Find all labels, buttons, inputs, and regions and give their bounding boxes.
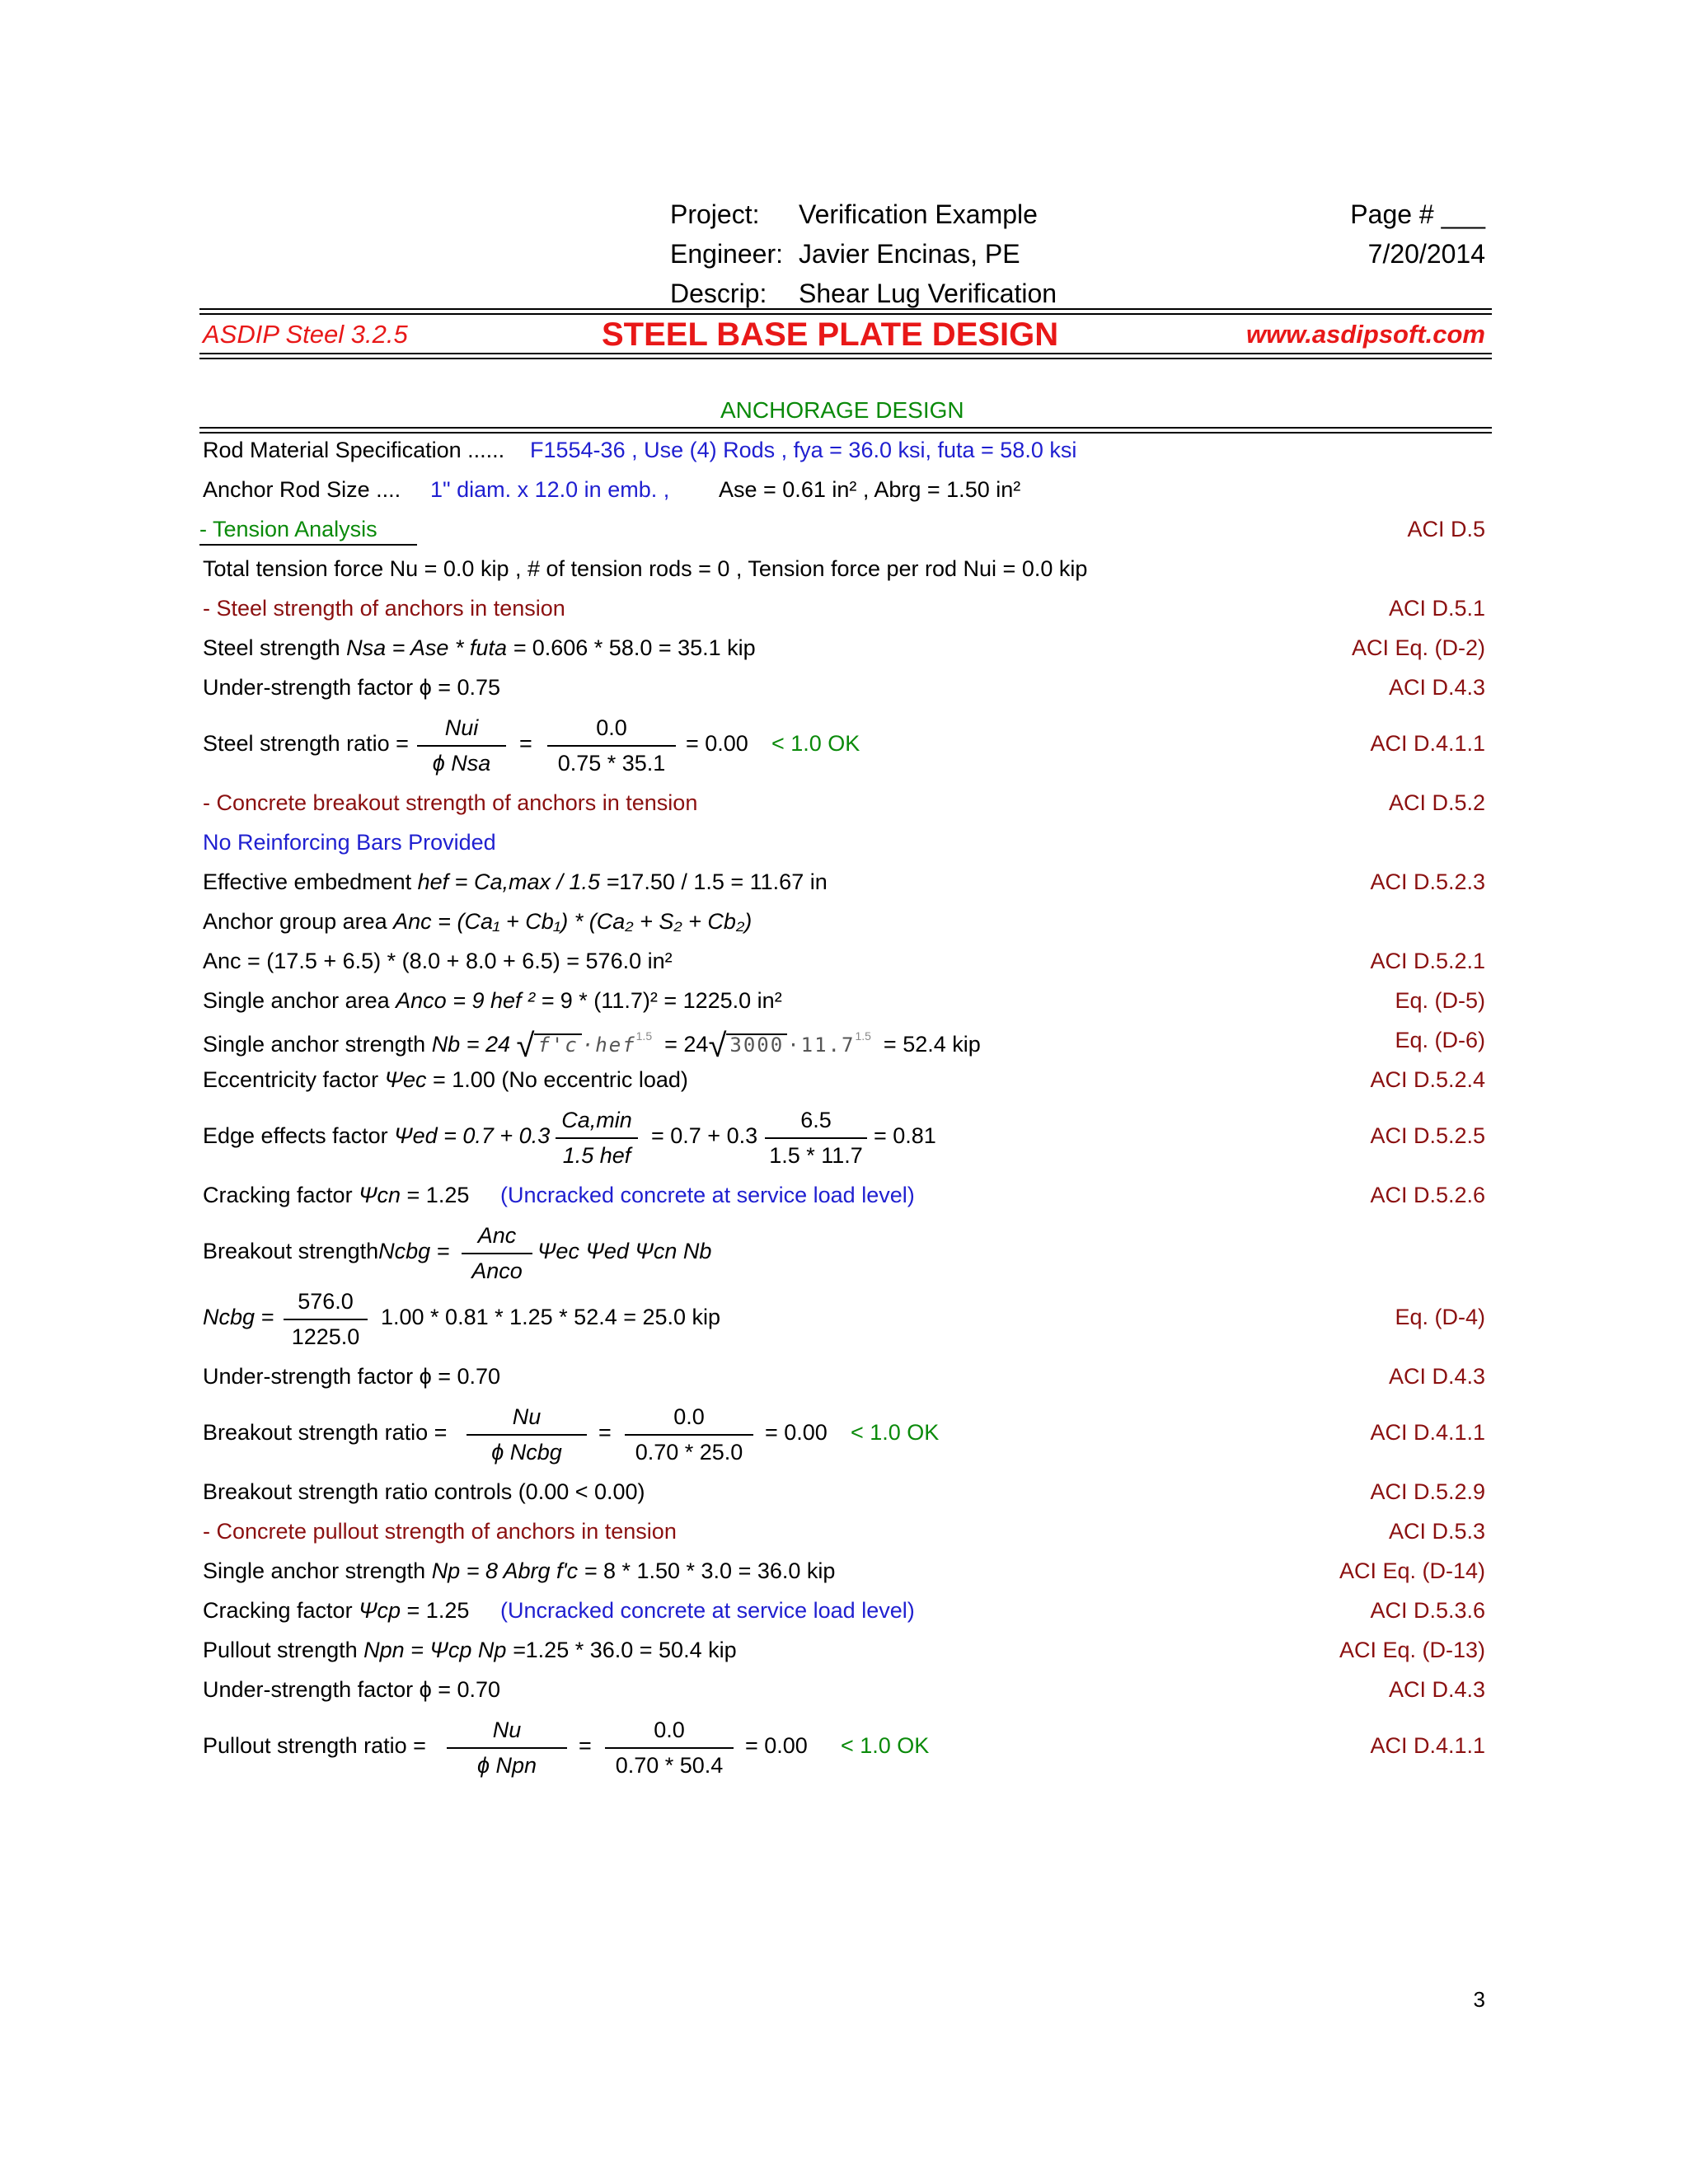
cn-ref: ACI D.5.2.6 bbox=[1370, 1183, 1485, 1207]
sqrt-icon: √ bbox=[516, 1028, 535, 1064]
hef-label: Effective embedment bbox=[203, 869, 418, 894]
rod-size-value: 1" diam. x 12.0 in emb. , bbox=[430, 477, 670, 502]
tension-heading: - Tension Analysis bbox=[199, 518, 417, 546]
nb-result: = 52.4 kip bbox=[883, 1032, 981, 1057]
header-rule-top-2 bbox=[199, 313, 1492, 315]
pullout-ratio-ok: < 1.0 OK bbox=[841, 1733, 930, 1758]
breakout-ratio-label: Breakout strength ratio = bbox=[203, 1420, 448, 1445]
hef-line bbox=[203, 871, 828, 893]
header-rule-top bbox=[199, 308, 1492, 310]
pullout-ratio-ref: ACI D.4.1.1 bbox=[1370, 1733, 1485, 1758]
anc-formula: Anc = (Ca₁ + Cb₁) * (Ca₂ + S₂ + Cb₂) bbox=[393, 909, 753, 934]
header-rule-bottom bbox=[199, 353, 1492, 354]
software-name: ASDIP Steel 3.2.5 bbox=[203, 320, 408, 349]
ncbg-ref: Eq. (D-4) bbox=[1395, 1305, 1485, 1329]
steel-strength-value: 0.606 * 58.0 = 35.1 kip bbox=[526, 635, 756, 660]
steel-strength-formula: Nsa = Ase * futa = bbox=[346, 635, 527, 660]
breakout-heading-ref: ACI D.5.2 bbox=[1388, 790, 1485, 815]
np-ref: ACI Eq. (D-14) bbox=[1339, 1558, 1485, 1583]
ed-num-2: 6.5 bbox=[765, 1109, 867, 1139]
breakout-phi: Under-strength factor ϕ = 0.70 bbox=[203, 1364, 501, 1389]
anc-label: Anchor group area bbox=[203, 909, 394, 934]
steel-ratio-num-1: Nui bbox=[417, 717, 506, 747]
pullout-ratio-label: Pullout strength ratio = bbox=[203, 1733, 426, 1758]
cn-value: = 1.25 bbox=[401, 1183, 470, 1207]
ec-line bbox=[203, 1069, 688, 1091]
engineer-value: Javier Encinas, PE bbox=[799, 239, 1020, 269]
rod-areas: Ase = 0.61 in² , Abrg = 1.50 in² bbox=[719, 477, 1021, 502]
ed-num-1: Ca,min bbox=[556, 1109, 638, 1139]
steel-ratio-result: = 0.00 bbox=[686, 731, 748, 756]
breakout-ratio-ok: < 1.0 OK bbox=[851, 1420, 940, 1445]
nb-exponent-1: 1.5 bbox=[635, 1029, 653, 1043]
ncbg-calc-den: 1225.0 bbox=[291, 1324, 360, 1349]
pullout-ratio-fraction-1 bbox=[447, 1719, 567, 1777]
breakout-ratio-num-1: Nu bbox=[467, 1406, 587, 1436]
section-rule-1 bbox=[199, 427, 1492, 429]
steel-strength-ref: ACI Eq. (D-2) bbox=[1351, 635, 1485, 660]
hef-value: 17.50 / 1.5 = 11.67 in bbox=[619, 869, 828, 894]
report-date: 7/20/2014 bbox=[1367, 239, 1485, 269]
ed-line bbox=[203, 1125, 550, 1147]
anco-line bbox=[203, 990, 782, 1012]
ncbg-formula: Ncbg = bbox=[378, 1239, 450, 1263]
anco-formula: Anco = 9 hef ² = bbox=[396, 988, 555, 1013]
anc-ref: ACI D.5.2.1 bbox=[1370, 949, 1485, 973]
breakout-ratio-fraction-1 bbox=[467, 1406, 587, 1464]
ed-fraction-1 bbox=[556, 1109, 638, 1167]
npn-formula: Npn = Ψcp Np = bbox=[363, 1638, 526, 1662]
steel-ratio-den-2: 0.75 * 35.1 bbox=[557, 751, 666, 776]
pullout-heading: - Concrete pullout strength of anchors in tension bbox=[203, 1519, 677, 1544]
pullout-ratio-den-2: 0.70 * 50.4 bbox=[615, 1753, 724, 1778]
steel-ratio-label: Steel strength ratio = bbox=[203, 731, 409, 756]
breakout-ratio-fraction-2 bbox=[625, 1406, 753, 1464]
ncbg-calc-label: Ncbg = bbox=[203, 1305, 274, 1329]
cp-ref: ACI D.5.3.6 bbox=[1370, 1598, 1485, 1623]
nb-ref: Eq. (D-6) bbox=[1395, 1028, 1485, 1052]
steel-ratio-eq: = bbox=[519, 731, 532, 756]
cp-label: Cracking factor bbox=[203, 1598, 359, 1623]
steel-heading-ref: ACI D.5.1 bbox=[1388, 596, 1485, 621]
ncbg-label: Breakout strength bbox=[203, 1239, 379, 1263]
descrip-label: Descrip: bbox=[670, 279, 767, 308]
ec-label: Eccentricity factor bbox=[203, 1067, 385, 1092]
header-rule-bottom-2 bbox=[199, 358, 1492, 359]
ed-fraction-2 bbox=[765, 1109, 867, 1167]
nb-exponent-2: 1.5 bbox=[855, 1029, 871, 1043]
np-line bbox=[203, 1560, 835, 1582]
breakout-ratio-ref: ACI D.4.1.1 bbox=[1370, 1420, 1485, 1445]
pullout-phi: Under-strength factor ϕ = 0.70 bbox=[203, 1677, 501, 1702]
steel-strength-label: Steel strength bbox=[203, 635, 347, 660]
ed-formula: Ψed = 0.7 + 0.3 bbox=[394, 1123, 551, 1148]
nb-hef-value: ·11.7 bbox=[787, 1033, 856, 1057]
pullout-ratio-num-1: Nu bbox=[447, 1719, 567, 1749]
breakout-heading: - Concrete breakout strength of anchors in tension bbox=[203, 790, 698, 815]
ec-value: = 1.00 (No eccentric load) bbox=[426, 1067, 688, 1092]
project-label: Project: bbox=[670, 199, 760, 229]
pullout-heading-ref: ACI D.5.3 bbox=[1388, 1519, 1485, 1544]
anc-line bbox=[203, 911, 752, 933]
ncbg-line bbox=[203, 1240, 449, 1263]
section-rule-2 bbox=[199, 432, 1492, 434]
pullout-ratio-num-2: 0.0 bbox=[605, 1719, 734, 1749]
steel-strength-line bbox=[203, 637, 756, 659]
cn-line bbox=[203, 1184, 469, 1207]
nb-hef: ·hef bbox=[581, 1033, 636, 1057]
engineer-label: Engineer: bbox=[670, 239, 783, 269]
pullout-ratio-eq: = bbox=[579, 1733, 592, 1758]
steel-ratio-den-1: ϕ Nsa bbox=[432, 751, 491, 776]
ncbg-calc-value: 1.00 * 0.81 * 1.25 * 52.4 = 25.0 kip bbox=[381, 1305, 721, 1329]
cn-label: Cracking factor bbox=[203, 1183, 359, 1207]
steel-ratio-ok: < 1.0 OK bbox=[771, 731, 860, 756]
breakout-controls-ref: ACI D.5.2.9 bbox=[1370, 1479, 1485, 1504]
steel-ratio-fraction-1 bbox=[417, 717, 506, 775]
section-title: ANCHORAGE DESIGN bbox=[720, 397, 964, 423]
breakout-phi-ref: ACI D.4.3 bbox=[1388, 1364, 1485, 1389]
steel-ratio-fraction-2 bbox=[547, 717, 676, 775]
rod-size-label: Anchor Rod Size .... bbox=[203, 477, 401, 502]
nb-radicand-1: f'c bbox=[534, 1033, 581, 1055]
steel-ratio-num-2: 0.0 bbox=[547, 717, 676, 747]
nb-radicand-2: 3000 bbox=[726, 1033, 787, 1055]
ed-den-2: 1.5 * 11.7 bbox=[769, 1143, 863, 1168]
np-value: 8 * 1.50 * 3.0 = 36.0 kip bbox=[597, 1558, 836, 1583]
website-link[interactable]: www.asdipsoft.com bbox=[1246, 320, 1485, 349]
nb-line bbox=[203, 1029, 981, 1062]
hef-ref: ACI D.5.2.3 bbox=[1370, 869, 1485, 894]
breakout-controls: Breakout strength ratio controls (0.00 < 0.00) bbox=[203, 1479, 645, 1504]
ncbg-fraction bbox=[462, 1225, 532, 1282]
ed-label: Edge effects factor bbox=[203, 1123, 395, 1148]
cp-note: (Uncracked concrete at service load level) bbox=[500, 1598, 915, 1623]
npn-ref: ACI Eq. (D-13) bbox=[1339, 1638, 1485, 1662]
breakout-ratio-result: = 0.00 bbox=[765, 1420, 828, 1445]
cp-value: = 1.25 bbox=[401, 1598, 470, 1623]
hef-formula: hef = Ca,max / 1.5 = bbox=[417, 869, 620, 894]
ncbg-rest: Ψec Ψed Ψcn Nb bbox=[537, 1239, 712, 1263]
ed-result: = 0.81 bbox=[874, 1123, 936, 1148]
rod-spec-value: F1554-36 , Use (4) Rods , fya = 36.0 ksi, futa = 58.0 ksi bbox=[530, 438, 1077, 462]
page-label: Page # ___ bbox=[1350, 199, 1485, 229]
cp-line bbox=[203, 1600, 469, 1622]
steel-phi: Under-strength factor ϕ = 0.75 bbox=[203, 675, 501, 700]
anco-ref: Eq. (D-5) bbox=[1395, 988, 1485, 1013]
npn-label: Pullout strength bbox=[203, 1638, 364, 1662]
ed-den-1: 1.5 hef bbox=[562, 1143, 631, 1168]
breakout-ratio-num-2: 0.0 bbox=[625, 1406, 753, 1436]
np-label: Single anchor strength bbox=[203, 1558, 432, 1583]
anco-label: Single anchor area bbox=[203, 988, 396, 1013]
ed-mid: = 0.7 + 0.3 bbox=[651, 1123, 758, 1148]
page-number: 3 bbox=[1473, 1987, 1485, 2012]
cn-note: (Uncracked concrete at service load level) bbox=[500, 1183, 915, 1207]
steel-ratio-ref: ACI D.4.1.1 bbox=[1370, 731, 1485, 756]
no-bars-note: No Reinforcing Bars Provided bbox=[203, 830, 496, 855]
sqrt-icon-2: √ bbox=[708, 1028, 727, 1064]
pullout-phi-ref: ACI D.4.3 bbox=[1388, 1677, 1485, 1702]
ncbg-num: Anc bbox=[462, 1225, 532, 1254]
breakout-ratio-den-2: 0.70 * 25.0 bbox=[635, 1440, 743, 1465]
rod-spec-label: Rod Material Specification ...... bbox=[203, 438, 505, 462]
npn-line bbox=[203, 1639, 737, 1661]
cp-formula: Ψcp bbox=[359, 1598, 401, 1623]
anc-value: Anc = (17.5 + 6.5) * (8.0 + 8.0 + 6.5) = 576.0 in² bbox=[203, 949, 673, 973]
np-formula: Np = 8 Abrg f'c = bbox=[431, 1558, 598, 1583]
pullout-ratio-result: = 0.00 bbox=[745, 1733, 808, 1758]
nb-label: Single anchor strength bbox=[203, 1032, 432, 1057]
tension-total: Total tension force Nu = 0.0 kip , # of tension rods = 0 , Tension force per rod Nui = 0.0 kip bbox=[203, 556, 1088, 581]
page-title: STEEL BASE PLATE DESIGN bbox=[602, 316, 1059, 353]
breakout-ratio-eq: = bbox=[598, 1420, 612, 1445]
descrip-value: Shear Lug Verification bbox=[799, 279, 1057, 308]
tension-heading-ref: ACI D.5 bbox=[1407, 517, 1485, 541]
cn-formula: Ψcn bbox=[359, 1183, 401, 1207]
ec-ref: ACI D.5.2.4 bbox=[1370, 1067, 1485, 1092]
npn-value: 1.25 * 36.0 = 50.4 kip bbox=[525, 1638, 737, 1662]
ec-formula: Ψec bbox=[384, 1067, 427, 1092]
steel-heading: - Steel strength of anchors in tension bbox=[203, 596, 565, 621]
anco-value: 9 * (11.7)² = 1225.0 in² bbox=[554, 988, 782, 1013]
pullout-ratio-den-1: ϕ Npn bbox=[476, 1753, 537, 1778]
ncbg-calc-num: 576.0 bbox=[284, 1291, 368, 1320]
pullout-ratio-fraction-2 bbox=[605, 1719, 734, 1777]
ncbg-den: Anco bbox=[471, 1258, 523, 1283]
ncbg-calc-fraction bbox=[284, 1291, 368, 1348]
breakout-ratio-den-1: ϕ Ncbg bbox=[491, 1440, 562, 1465]
nb-formula: Nb = 24 bbox=[431, 1032, 511, 1057]
nb-eq: = 24 bbox=[664, 1032, 709, 1057]
ed-ref: ACI D.5.2.5 bbox=[1370, 1123, 1485, 1148]
steel-phi-ref: ACI D.4.3 bbox=[1388, 675, 1485, 700]
project-value: Verification Example bbox=[799, 199, 1038, 229]
